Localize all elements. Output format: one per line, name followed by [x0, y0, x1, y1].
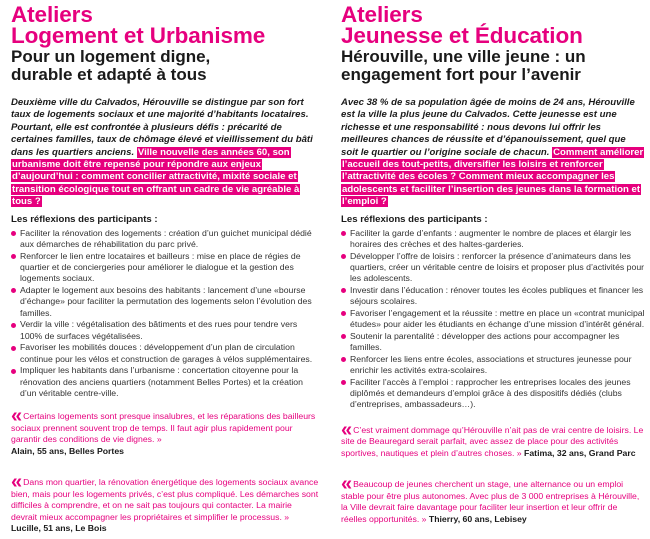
- bullet-dot-icon: [341, 311, 346, 316]
- quote-text: Certains logements sont presque insalubres, et les réparations des bailleurs sociaux prennent souvent trop de temps. Il faut agir plus rapidement pour garantir des conditions de vie dignes. »: [11, 411, 316, 445]
- quote-author: Fatima, 32 ans, Grand Parc: [524, 447, 636, 458]
- title-line-1: Ateliers: [11, 2, 93, 27]
- title-line-2: Jeunesse et Éducation: [341, 23, 583, 48]
- section-title: [11, 4, 319, 46]
- intro-highlight: Comment améliorer l’accueil des tout-petits, diversifier les loisirs et renforcer l’attractivité des écoles ? Comment mieux accompagner les adolescents et faciliter l’insertion des jeunes dans la formation et l’emploi ?: [342, 146, 644, 208]
- bullet-dot-icon: [341, 231, 346, 236]
- quote-author: Alain, 55 ans, Belles Portes: [11, 445, 124, 456]
- list-item: Adapter le logement aux besoins des habitants : lancement d’une «bourse d’échange» pour faciliter la permutation des logements selon l’évolution des familles.: [11, 285, 319, 319]
- title-line-1: Ateliers: [341, 2, 423, 27]
- quote-text: Beaucoup de jeunes cherchent un stage, une alternance ou un emploi stable pour être plus autonomes. Avec plus de 3 000 entreprises à Hérouville, la Ville devrait faire davantage pour faciliter leur insertion et leur offrir de réelles opportunités. »: [341, 479, 640, 524]
- list-item: Faciliter l’accès à l’emploi : rapprocher les entreprises locales des jeunes diplômés et demandeurs d’emploi grâce à des dispositifs dédiés (clubs d’entreprises, ambassadeurs…).: [341, 377, 645, 411]
- section-subtitle: [11, 48, 319, 84]
- intro-paragraph: [341, 97, 645, 209]
- list-item: Investir dans l’éducation : rénover toutes les écoles publiques et financer les séjours scolaires.: [341, 285, 645, 308]
- intro-paragraph: [11, 97, 319, 209]
- intro-text: Avec 38 % de sa population âgée de moins de 24 ans, Hérouville est la ville la plus jeune du Calvados. Cette jeunesse est une richesse et une responsabilité : nous devons lui offrir les meilleures chances de réussite et d’épanouissement, quel que soit le quartier ou l’origine sociale de chacun.: [341, 97, 635, 158]
- list-item: Verdir la ville : végétalisation des bâtiments et des rues pour tendre vers 100% de surfaces végétalisées.: [11, 319, 319, 342]
- subtitle-line-1: Hérouville, une ville jeune : un: [341, 47, 586, 66]
- subtitle-line-1: Pour un logement digne,: [11, 47, 211, 66]
- list-item: Renforcer les liens entre écoles, associations et structures jeunesse pour enrichir les activités extra-scolaires.: [341, 354, 645, 377]
- list-item: Favoriser les mobilités douces : développement d’un plan de circulation continue pour les vélos et construction de garages à vélos supplémentaires.: [11, 342, 319, 365]
- list-item: Renforcer le lien entre locataires et bailleurs : mise en place de régies de quartier et de conciergeries pour améliorer le dialogue et la gestion des logements sociaux.: [11, 251, 319, 285]
- bullet-dot-icon: [11, 346, 16, 351]
- bullet-dot-icon: [341, 334, 346, 339]
- quote-mark-icon: «: [11, 405, 19, 428]
- list-item: Faciliter la garde d’enfants : augmenter le nombre de places et élargir les horaires des crèches et des haltes-garderies.: [341, 228, 645, 251]
- quote-author: Thierry, 60 ans, Lebisey: [428, 513, 527, 524]
- bullet-dot-icon: [341, 254, 346, 259]
- bullet-dot-icon: [341, 288, 346, 293]
- section-subtitle: [341, 48, 645, 84]
- quote-block: [11, 405, 319, 457]
- bullet-dot-icon: [11, 369, 16, 374]
- list-item: Impliquer les habitants dans l’urbanisme : concertation citoyenne pour la rénovation des anciens quartiers (notamment Belles Portes) et la création d’un véritable centre-ville.: [11, 365, 319, 399]
- title-line-2: Logement et Urbanisme: [11, 23, 266, 48]
- bullet-dot-icon: [11, 231, 16, 236]
- bullet-dot-icon: [11, 254, 16, 259]
- reflections-title: Les réflexions des participants :: [11, 213, 158, 225]
- reflections-list: [11, 228, 319, 400]
- list-item: Faciliter la rénovation des logements : création d’un guichet municipal dédié aux démarches de réhabilitation du parc privé.: [11, 228, 319, 251]
- bullet-dot-icon: [341, 357, 346, 362]
- quote-block: [341, 418, 645, 459]
- quote-mark-icon: «: [11, 471, 19, 494]
- quote-author: Lucille, 51 ans, Le Bois: [11, 523, 107, 534]
- bullet-dot-icon: [11, 288, 16, 293]
- bullet-dot-icon: [341, 380, 346, 385]
- reflections-list: [341, 228, 645, 411]
- reflections-title: Les réflexions des participants :: [341, 213, 488, 225]
- quote-block: [11, 471, 319, 534]
- list-item: Développer l’offre de loisirs : renforcer la présence d’animateurs dans les quartiers, créer un véritable centre de loisirs et proposer plus d’activités pour les adolescents.: [341, 251, 645, 285]
- list-item: Favoriser l’engagement et la réussite : mettre en place un «contrat municipal études» pour aider les étudiants en échange d’une mission d’intérêt général.: [341, 308, 645, 331]
- intro-highlight: Ville nouvelle des années 60, son urbanisme doit être repensé pour répondre aux enjeux d’aujourd’hui : comment concilier attractivité, mixité sociale et transition écologique tout en offrant un cadre de vie agréable à tous ?: [12, 146, 300, 208]
- subtitle-line-2: engagement fort pour l’avenir: [341, 65, 581, 84]
- quote-mark-icon: «: [341, 418, 349, 441]
- list-item: Soutenir la parentalité : développer des actions pour accompagner les familles.: [341, 331, 645, 354]
- column-logement-urbanisme: [11, 4, 319, 535]
- intro-text: Deuxième ville du Calvados, Hérouville se distingue par son fort taux de logements sociaux et une majorité d’habitants locataires. Pourtant, elle est confrontée à plusieurs défis : précarité de certaines familles, taux de chômage élevé et vieillissement du bâti dans les quartiers anciens.: [11, 97, 313, 158]
- section-title: [341, 4, 645, 46]
- quote-block: [341, 473, 645, 525]
- quote-text: C’est vraiment dommage qu’Hérouville n’ait pas de vrai centre de loisirs. Le site de Beauregard serait parfait, avec assez de place pour des activités sportives, nautiques et plein d’autres choses. »: [341, 424, 644, 458]
- column-jeunesse-education: [341, 4, 645, 525]
- subtitle-line-2: durable et adapté à tous: [11, 65, 207, 84]
- quote-text: Dans mon quartier, la rénovation énergétique des logements sociaux avance bien, mais pour les logements privés, c’est plus compliqué. Les démarches sont difficiles à comprendre, et on ne sait pas toujours qui contacter. La mairie devrait mieux accompagner les propriétaires et simplifier le processus. »: [11, 477, 319, 522]
- quote-mark-icon: «: [341, 473, 349, 496]
- bullet-dot-icon: [11, 323, 16, 328]
